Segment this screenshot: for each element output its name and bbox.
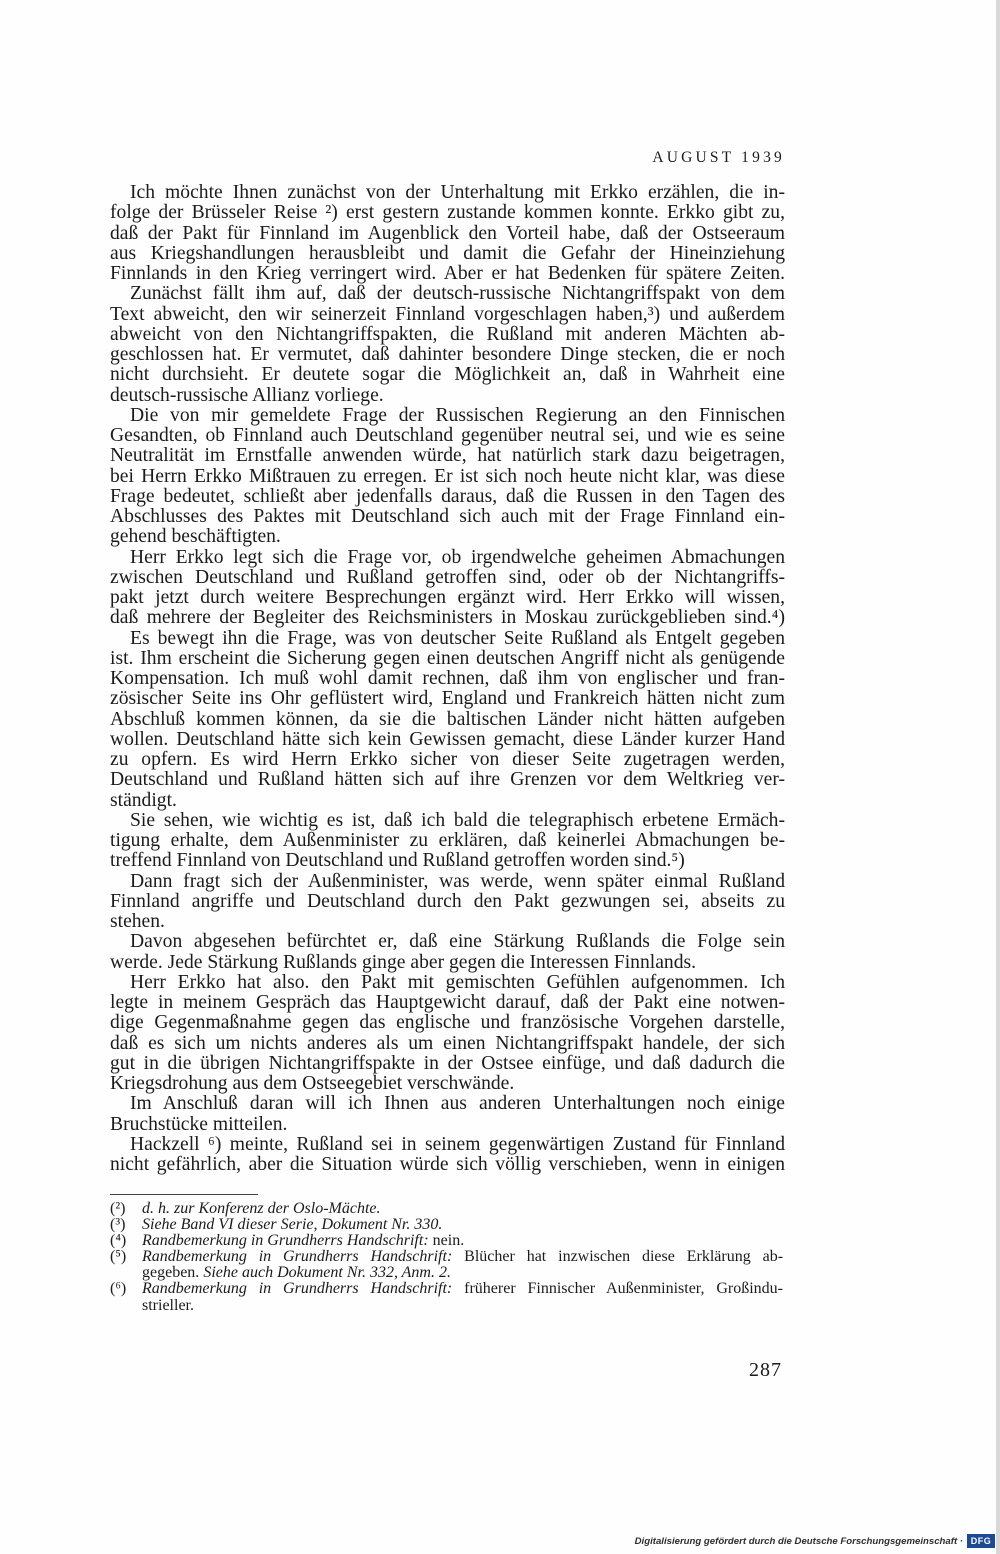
text-line: folge der Brüsseler Reise ²) erst gestern zustande kommen konnte. Erkko gibt zu, bbox=[110, 202, 785, 224]
footnote-line bbox=[142, 1233, 783, 1249]
text-line: daß mehrere der Begleiter des Reichsministers in Moskau zurückgeblieben sind.⁴) bbox=[110, 607, 785, 629]
text-line: zösischer Seite ins Ohr geflüstert wird, England und Frankreich hätten nicht zum bbox=[110, 688, 785, 710]
footnote-line bbox=[142, 1265, 783, 1281]
text-line: Davon abgesehen befürchtet er, daß eine Stärkung Rußlands die Folge sein bbox=[130, 931, 785, 953]
footnote-italic-text: d. h. zur Konferenz der Oslo-Mächte. bbox=[142, 1199, 381, 1217]
text-line: gut in die übrigen Nichtangriffspakte in der Ostsee einfüge, und daß dadurch die bbox=[110, 1052, 785, 1074]
text-line: Frage bedeutet, schließt aber jedenfalls daraus, daß die Russen in den Tagen des bbox=[110, 485, 785, 507]
text-line: Neutralität im Ernstfalle anwenden würde, hat natürlich stark dazu beigetragen, bbox=[110, 445, 785, 467]
text-line: Herr Erkko legt sich die Frage vor, ob irgendwelche geheimen Abmachungen bbox=[130, 546, 785, 568]
text-line: geschlossen hat. Er vermutet, daß dahinter besondere Dinge stecken, die er noch bbox=[110, 344, 785, 365]
text-line: Text abweicht, den wir seinerzeit Finnland vorgeschlagen haben,³) und außerdem bbox=[110, 303, 785, 325]
footnote-marker: (²) bbox=[110, 1199, 126, 1217]
text-line: Kriegsdrohung aus dem Ostseegebiet verschwände. bbox=[110, 1073, 515, 1094]
text-line: Ich möchte Ihnen zunächst von der Unterhaltung mit Erkko erzählen, die in- bbox=[130, 182, 785, 203]
footnote bbox=[110, 1281, 783, 1313]
text-line: nicht durchsieht. Er deutete sogar die Möglichkeit an, daß in Wahrheit eine bbox=[110, 364, 785, 386]
text-line: gehend beschäftigten. bbox=[110, 526, 281, 548]
footnote bbox=[110, 1217, 783, 1233]
text-line: dige Gegenmaßnahme gegen das englische und französische Vorgehen darstelle, bbox=[110, 1012, 785, 1034]
footnotes bbox=[110, 1201, 783, 1314]
paragraph bbox=[110, 973, 785, 1095]
text-line: Zunächst fällt ihm auf, daß der deutsch-russische Nichtangriffspakt von dem bbox=[130, 283, 785, 305]
footnote-roman-text: gegeben. bbox=[142, 1264, 200, 1282]
page-edge bbox=[996, 0, 1000, 1554]
text-line: Abschlusses des Paktes mit Deutschland sich auch mit der Frage Finnland ein- bbox=[110, 506, 785, 527]
footnote-marker: (³) bbox=[110, 1215, 126, 1233]
footnote-italic-text: Randbemerkung in Grundherrs Handschrift: bbox=[142, 1280, 453, 1298]
footnote-line bbox=[142, 1201, 783, 1217]
paragraph bbox=[110, 406, 785, 548]
footnote-marker: (⁶) bbox=[110, 1280, 127, 1298]
text-line: Es bewegt ihn die Frage, was von deutscher Seite Rußland als Entgelt gegeben bbox=[130, 627, 785, 649]
text-line: Dann fragt sich der Außenminister, was werde, wenn später einmal Rußland bbox=[130, 870, 785, 892]
paragraph bbox=[110, 811, 785, 872]
footnote-line bbox=[142, 1298, 783, 1314]
text-line: Gesandten, ob Finnland auch Deutschland gegenüber neutral sei, und wie es seine bbox=[110, 425, 785, 446]
text-line: daß der Pakt für Finnland im Augenblick den Vorteil habe, daß der Ostseeraum bbox=[110, 222, 785, 244]
footnote-marker: (⁵) bbox=[110, 1248, 127, 1266]
text-line: tigung erhalte, dem Außenminister zu erklären, daß keinerlei Abmachungen be- bbox=[110, 830, 785, 851]
paragraph bbox=[110, 183, 785, 284]
funding-note: Digitalisierung gefördert durch die Deutsche Forschungsgemeinschaft · bbox=[634, 1535, 963, 1547]
text-line: treffend Finnland von Deutschland und Rußland getroffen worden sind.⁵) bbox=[110, 850, 685, 872]
paragraph bbox=[110, 1135, 785, 1176]
footnote-rule bbox=[110, 1194, 258, 1195]
footnote-italic-text: Randbemerkung in Grundherrs Handschrift: bbox=[142, 1248, 453, 1266]
footnote-roman-text: früherer Finnischer Außenminister, Großindu- bbox=[464, 1280, 784, 1298]
text-line: ständigt. bbox=[110, 789, 177, 811]
footnote-italic-text: Siehe Band VI dieser Serie, Dokument Nr. 330. bbox=[142, 1215, 443, 1233]
footnote-roman-text: nein. bbox=[432, 1231, 465, 1249]
text-line: pakt jetzt durch weitere Besprechungen ergänzt wird. Herr Erkko will wissen, bbox=[110, 587, 785, 608]
footnote-marker: (⁴) bbox=[110, 1231, 127, 1249]
paragraph bbox=[110, 1094, 785, 1135]
text-line: Bruchstücke mitteilen. bbox=[110, 1113, 288, 1135]
text-line: bei Herrn Erkko Mißtrauen zu erregen. Er ist sich noch heute nicht klar, was diese bbox=[110, 465, 785, 487]
paragraph bbox=[110, 284, 785, 406]
footnote bbox=[110, 1201, 783, 1217]
text-line: nicht gefährlich, aber die Situation würde sich völlig verschieben, wenn in einigen bbox=[110, 1154, 785, 1175]
text-line: daß es sich um nichts anderes als um einen Nichtangriffspakt handele, der sich bbox=[110, 1032, 785, 1054]
text-line: Kompensation. Ich muß wohl damit rechnen, daß ihm von englischer und fran- bbox=[110, 668, 785, 689]
text-line: werde. Jede Stärkung Rußlands ginge aber gegen die Interessen Finnlands. bbox=[110, 951, 697, 973]
text-line: Im Anschluß daran will ich Ihnen aus anderen Unterhaltungen noch einige bbox=[130, 1093, 785, 1115]
text-line: Abschluß kommen können, da sie die baltischen Länder nicht hätten aufgeben bbox=[110, 708, 785, 730]
dfg-logo: DFG bbox=[967, 1534, 995, 1548]
text-line: stehen. bbox=[110, 911, 165, 932]
text-line: Finnlands in den Krieg verringert wird. Aber er hat Bedenken für spätere Zeiten. bbox=[110, 263, 785, 284]
footnote-italic-text: Randbemerkung in Grundherrs Handschrift: bbox=[142, 1231, 429, 1249]
text-line: zwischen Deutschland und Rußland getroffen sind, oder ob der Nichtangriffs- bbox=[110, 566, 785, 588]
text-line: aus Kriegshandlungen herausbleibt und damit die Gefahr der Hineinziehung bbox=[110, 242, 785, 264]
body-text bbox=[110, 183, 785, 1175]
footnote bbox=[110, 1233, 783, 1249]
text-line: deutsch-russische Allianz vorliege. bbox=[110, 384, 384, 406]
paragraph bbox=[110, 932, 785, 973]
footnote bbox=[110, 1249, 783, 1281]
paragraph bbox=[110, 872, 785, 933]
footnote-line bbox=[142, 1281, 783, 1297]
footnote-roman-text: strieller. bbox=[142, 1296, 194, 1314]
footer bbox=[635, 1532, 995, 1550]
footnote-roman-text: Blücher hat inzwischen diese Erklärung ab- bbox=[464, 1248, 784, 1266]
page-number: 287 bbox=[749, 1359, 782, 1381]
text-line: zu opfern. Es wird Herrn Erkko sicher von dieser Seite zugetragen werden, bbox=[110, 749, 785, 770]
paragraph bbox=[110, 629, 785, 811]
footnote-line bbox=[142, 1249, 783, 1265]
text-line: Deutschland und Rußland hätten sich auf ihre Grenzen vor dem Weltkrieg ver- bbox=[110, 769, 785, 791]
text-line: wollen. Deutschland hätte sich kein Gewissen gemacht, diese Länder kurzer Hand bbox=[110, 728, 785, 750]
paragraph bbox=[110, 548, 785, 629]
text-line: Herr Erkko hat also. den Pakt mit gemischten Gefühlen aufgenommen. Ich bbox=[130, 971, 785, 993]
text-line: Hackzell ⁶) meinte, Rußland sei in seinem gegenwärtigen Zustand für Finnland bbox=[130, 1133, 785, 1155]
running-head: AUGUST 1939 bbox=[652, 149, 785, 166]
footnote-line bbox=[142, 1217, 783, 1233]
text-line: Sie sehen, wie wichtig es ist, daß ich bald die telegraphisch erbetene Ermäch- bbox=[130, 809, 785, 831]
text-line: ist. Ihm erscheint die Sicherung gegen einen deutschen Angriff nicht als genügende bbox=[110, 647, 785, 669]
text-line: abweicht von den Nichtangriffspakten, die Rußland mit anderen Mächten ab- bbox=[110, 323, 785, 345]
text-line: legte in meinem Gespräch das Hauptgewicht darauf, daß der Pakt eine notwen- bbox=[110, 992, 785, 1013]
text-line: Die von mir gemeldete Frage der Russischen Regierung an den Finnischen bbox=[130, 404, 785, 426]
footnote-italic-text: Siehe auch Dokument Nr. 332, Anm. 2. bbox=[203, 1264, 451, 1282]
text-line: Finnland angriffe und Deutschland durch den Pakt gezwungen sei, abseits zu bbox=[110, 890, 785, 912]
